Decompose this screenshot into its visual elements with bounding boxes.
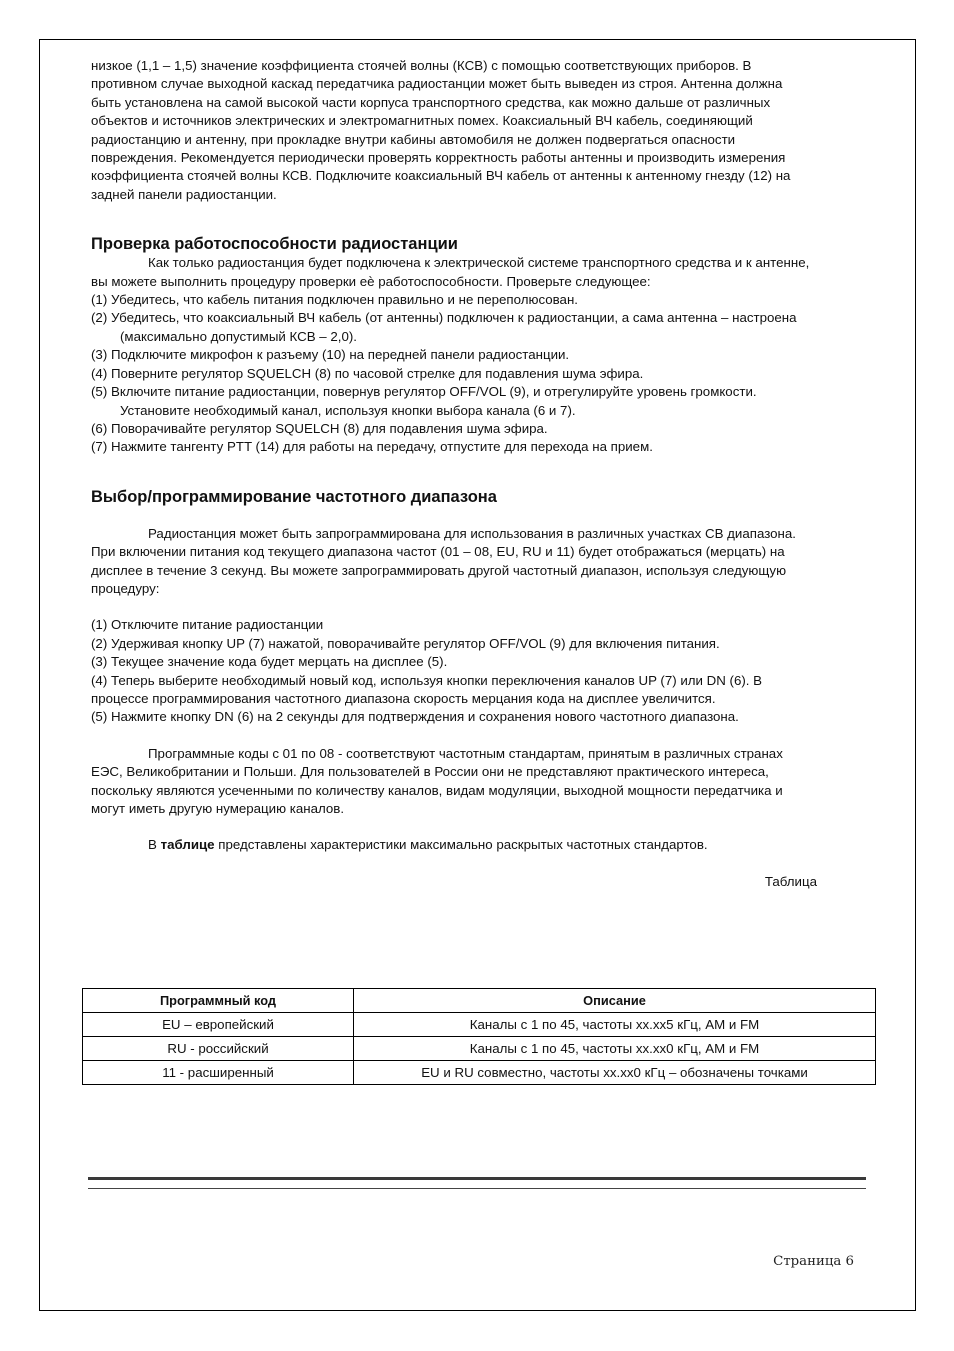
table-cell: RU - российский <box>83 1037 354 1061</box>
table-row <box>83 1037 876 1061</box>
program-codes-note: Программные коды с 01 по 08 - соответствуют частотным стандартам, принятым в различных странах ЕЭС, Великобритании и Польши. Для пользователей в России они не представляют практического интереса, поскольку являются усеченными по количеству каналов, видам модуляции, выходной мощности передатчика и могут иметь другую нумерацию каналов. <box>91 745 783 816</box>
table-cell: Каналы с 1 по 45, частоты хх.хх0 кГц, AM и FM <box>354 1037 876 1061</box>
table-row <box>83 1061 876 1085</box>
footer-divider-thick <box>88 1177 866 1180</box>
table-cell: EU – европейский <box>83 1013 354 1037</box>
check-step: (6) Поворачивайте регулятор SQUELCH (8) для подавления шума эфира. <box>91 420 548 436</box>
table-cell: 11 - расширенный <box>83 1061 354 1085</box>
programming-step: (5) Нажмите кнопку DN (6) на 2 секунды для подтверждения и сохранения нового частотного диапазона. <box>91 709 739 725</box>
table-reference: В таблице представлены характеристики максимально раскрытых частотных стандартов. <box>148 837 708 853</box>
table-row <box>83 1013 876 1037</box>
table-cell: Каналы с 1 по 45, частоты хх.хх5 кГц, AM и FM <box>354 1013 876 1037</box>
section-check-intro: Как только радиостанция будет подключена к электрической системе транспортного средства и к антенне, вы можете выполнить процедуру проверки еѐ работоспособности. Проверьте следующее: <box>91 255 810 289</box>
table-caption: Таблица <box>764 873 817 889</box>
table-header-cell: Описание <box>354 989 876 1013</box>
check-step: (2) Убедитесь, что коаксиальный ВЧ кабель (от антенны) подключен к радиостанции, а сама антенна – настроена (максимально допустимый КСВ – 2,0). <box>91 310 797 344</box>
table-cell: EU и RU совместно, частоты хх.хх0 кГц – обозначены точками <box>354 1061 876 1085</box>
frequency-standards-table <box>82 988 876 1085</box>
intro-paragraph: низкое (1,1 – 1,5) значение коэффициента стоячей волны (КСВ) с помощью соответствующих приборов. В противном случае выходной каскад передатчика радиостанции может быть выведен из строя. Антенна должна быть установлена на самой высокой части корпуса транспортного средства, как можно дальше от различных объектов и источников электрических и электромагнитных помех. Коаксиальный ВЧ кабель, соединяющий радиостанцию и антенну, при прокладке внутри кабины автомобиля не должен подвергаться опасности повреждения. Рекомендуется периодически проверять корректность работы антенны и производить измерения коэффициента стоячей волны КСВ. Подключите коаксиальный ВЧ кабель от антенны к антенному гнезду (12) на задней панели радиостанции. <box>91 58 791 202</box>
check-step: (3) Подключите микрофон к разъему (10) на передней панели радиостанции. <box>91 347 570 363</box>
check-step: (7) Нажмите тангенту PTT (14) для работы на передачу, отпустите для перехода на прием. <box>91 439 653 455</box>
footer-divider-thin <box>88 1188 866 1189</box>
page-number: Страница 6 <box>773 1254 854 1269</box>
programming-step: (1) Отключите питание радиостанции <box>91 617 324 633</box>
programming-step: (3) Текущее значение кода будет мерцать на дисплее (5). <box>91 654 448 670</box>
check-step: (4) Поверните регулятор SQUELCH (8) по часовой стрелке для подавления шума эфира. <box>91 365 644 381</box>
check-step: (1) Убедитесь, что кабель питания подключен правильно и не переполюсован. <box>91 292 578 308</box>
table-header-cell: Программный код <box>83 989 354 1013</box>
section-programming-intro: Радиостанция может быть запрограммирована для использования в различных участках СВ диапазона. При включении питания код текущего диапазона частот (01 – 08, EU, RU и 11) будет отображаться (мерцать) на дисплее в течение 3 секунд. Вы можете запрограммировать другой частотный диапазон, используя следующую процедуру: <box>91 525 796 596</box>
section-heading-check: Проверка работоспособности радиостанции <box>91 235 458 254</box>
programming-step: (2) Удерживая кнопку UP (7) нажатой, поворачивайте регулятор OFF/VOL (9) для включения питания. <box>91 635 720 651</box>
check-step: (5) Включите питание радиостанции, повернув регулятор OFF/VOL (9), и отрегулируйте уровень громкости. Установите необходимый канал, используя кнопки выбора канала (6 и 7). <box>91 384 757 418</box>
section-heading-programming: Выбор/программирование частотного диапазона <box>91 487 497 506</box>
table-header-row <box>83 989 876 1013</box>
programming-step: (4) Теперь выберите необходимый новый код, используя кнопки переключения каналов UP (7) или DN (6). В процессе программирования частотного диапазона скорость мерцания кода на дисплее увеличится. <box>91 672 763 706</box>
document-body <box>91 57 817 891</box>
